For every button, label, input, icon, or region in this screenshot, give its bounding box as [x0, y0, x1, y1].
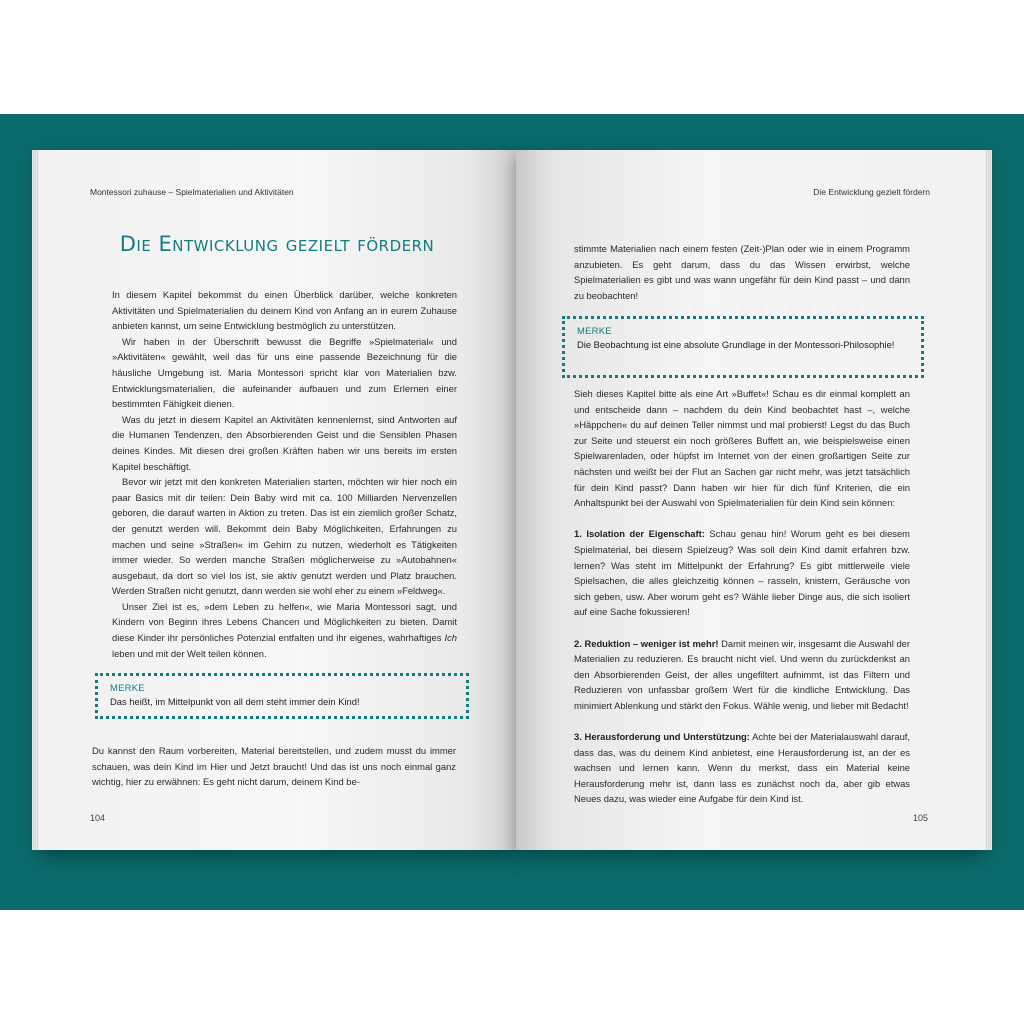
paragraph: Wir haben in der Überschrift bewusst die Begriffe »Spielmaterial« und »Aktivitäten« gewählt, weil das für uns eine passende Bezeichnung für die häusliche Umgebung ist. Maria Montessori spricht klar von Materialien bzw. Entwicklungsmaterialien, die aufeinander aufbauen und zum Erlernen einer bestimmten Fähigkeit dienen. — [112, 335, 457, 410]
merke-text: Die Beobachtung ist eine absolute Grundlage in der Montessori-Philosophie! — [577, 339, 895, 350]
paragraph — [112, 599, 457, 661]
criterion-text: Achte bei der Materialauswahl darauf, dass das, was du deinem Kind anbietest, eine Herausforderung ist, an der es wachsen und lernen kann. Wenn du merkst, dass ein Material keine Herausforderung mehr ist, dann lass es zunächst noch da, aber gib etwas Neues dazu, was wieder eine Aufgabe für dein Kind ist. — [574, 731, 910, 805]
italic-word: Ich — [444, 632, 457, 644]
left-body-text-after-merke — [92, 743, 456, 790]
paragraph-text: leben und mit der Welt teilen können. — [112, 647, 267, 659]
right-page — [516, 150, 986, 850]
merke-label: MERKE — [110, 682, 145, 693]
merke-box-left — [95, 673, 469, 719]
paragraph: Du kannst den Raum vorbereiten, Material bereitstellen, und zudem musst du immer schauen, was dein Kind im Hier und Jetzt braucht! Und das ist uns noch einmal ganz wichtig, hier zu erwähnen: Es geht nicht darum, deinem Kind be- — [92, 745, 456, 788]
right-continuation-text — [574, 241, 910, 303]
criterion-heading: 1. Isolation der Eigenschaft: — [574, 528, 705, 540]
page-number-left: 104 — [90, 813, 106, 823]
chapter-title: Die Entwicklung gezielt fördern — [119, 232, 435, 256]
paragraph: Sieh dieses Kapitel bitte als eine Art »Buffet«! Schau es dir einmal komplett an und entscheide dann – nachdem du dein Kind beobachtet hast –, welche »Häppchen« du auf deinen Teller nimmst und mal probierst! Legst du das Buch zur Seite und steuerst ein noch größeres Buffett an, wie beispielsweise einen Spielwarenladen, oder hüpfst im Internet von der einen großartigen Seite zur nächsten und weißt bei der Flut an Sachen gar nicht mehr, was jetzt tatsächlich für dein Kind passt? Dann haben wir hier für dich fünf Kriterien, die ein Anhaltspunkt bei der Auswahl von Spielmaterialien für dein Kind sein können: — [574, 388, 910, 509]
criterion-text: Schau genau hin! Worum geht es bei diesem Spielmaterial, bei diesem Spielzeug? Was soll dein Kind damit erfahren bzw. lernen? Was steht im Mittelpunkt der Erfahrung? Es gibt mittlerweile viele Spielsachen, die alles gleichzeitig können – rasseln, knistern, Geräusche von sich geben, usw. Aber worum geht es? Wähle lieber Dinge aus, die sich isoliert auf eine Sache fokussieren! — [574, 528, 910, 618]
running-head-right: Die Entwicklung gezielt fördern — [813, 187, 930, 197]
paragraph: In diesem Kapitel bekommst du einen Überblick darüber, welche konkreten Aktivitäten und Spielmaterialien du deinem Kind von Anfang an in eurem Zuhause anbieten kannst, um seine Entwicklung bestmöglich zu unterstützen. — [112, 289, 457, 332]
merke-label: MERKE — [577, 325, 612, 336]
right-body-text — [574, 386, 910, 807]
merke-text: Das heißt, im Mittelpunkt von all dem steht immer dein Kind! — [110, 696, 360, 707]
criterion-text: Damit meinen wir, insgesamt die Auswahl der Materialien zu reduzieren. Es braucht nicht viel. Und wenn du zurückdenkst an den Absorbierenden Geist, der alles ungefiltert aufnimmt, ist das Filtern und Reduzieren von unfassbar großem Wert für die kindliche Entwicklung. Das minimiert Ablenkung und stärkt den Fokus. Wähle wenig, und lieber mit Bedacht! — [574, 637, 910, 711]
paragraph: stimmte Materialien nach einem festen (Zeit-)Plan oder wie in einem Programm anzubieten. Es geht darum, dass du das Wissen erwirbst, welche Spielmaterialien es gibt und was wann ungefähr für dein Kind passt – und dann zu beobachten! — [574, 243, 910, 301]
merke-box-right — [562, 316, 924, 378]
page-stack-edge-right — [986, 150, 992, 850]
paragraph: Bevor wir jetzt mit den konkreten Materialien starten, möchten wir hier noch ein paar Basics mit dir teilen: Dein Baby wird mit ca. 100 Milliarden Nervenzellen geboren, die darauf warten in Aktion zu treten. Das ist ein ziemlich großer Schatz, der genutzt werden will. Bekommt dein Baby Möglichkeiten, Erfahrungen zu machen und seine »Straßen« im Gehirn zu nutzen, wiederholt es Tätigkeiten immer wieder. So werden manche Straßen möglicherweise zu »Autobahnen« ausgebaut, da dort so viel los ist, sie aktiv genutzt werden und Platz brauchen. Werden Straßen nicht genutzt, dann werden sie wohl eher zu einem »Feldweg«. — [112, 476, 457, 597]
criterion-heading: 2. Reduktion – weniger ist mehr! — [574, 637, 719, 649]
criterion-item — [574, 729, 910, 807]
left-body-text — [112, 287, 457, 661]
criterion-heading: 3. Herausforderung und Unterstützung: — [574, 731, 750, 743]
paragraph: Was du jetzt in diesem Kapitel an Aktivitäten kennenlernst, sind Antworten auf die Humanen Tendenzen, den Absorbierenden Geist und die Sensiblen Phasen deines Kindes. Mit diesen drei großen Kräften haben wir uns bereits im ersten Kapitel beschäftigt. — [112, 413, 457, 472]
running-head-left: Montessori zuhause – Spielmaterialien und Aktivitäten — [90, 187, 294, 197]
page-number-right: 105 — [912, 813, 928, 823]
paragraph-text: Unser Ziel ist es, »dem Leben zu helfen«, wie Maria Montessori sagt, und Kindern von Beginn ihres Lebens Chancen und Möglichkeiten zu bieten. Damit diese Kinder ihr persönliches Potenzial entfalten und ihr eigenes, wahrhaftiges — [112, 600, 457, 644]
left-page — [38, 150, 516, 850]
criterion-item — [574, 636, 910, 714]
criterion-item — [574, 526, 910, 620]
